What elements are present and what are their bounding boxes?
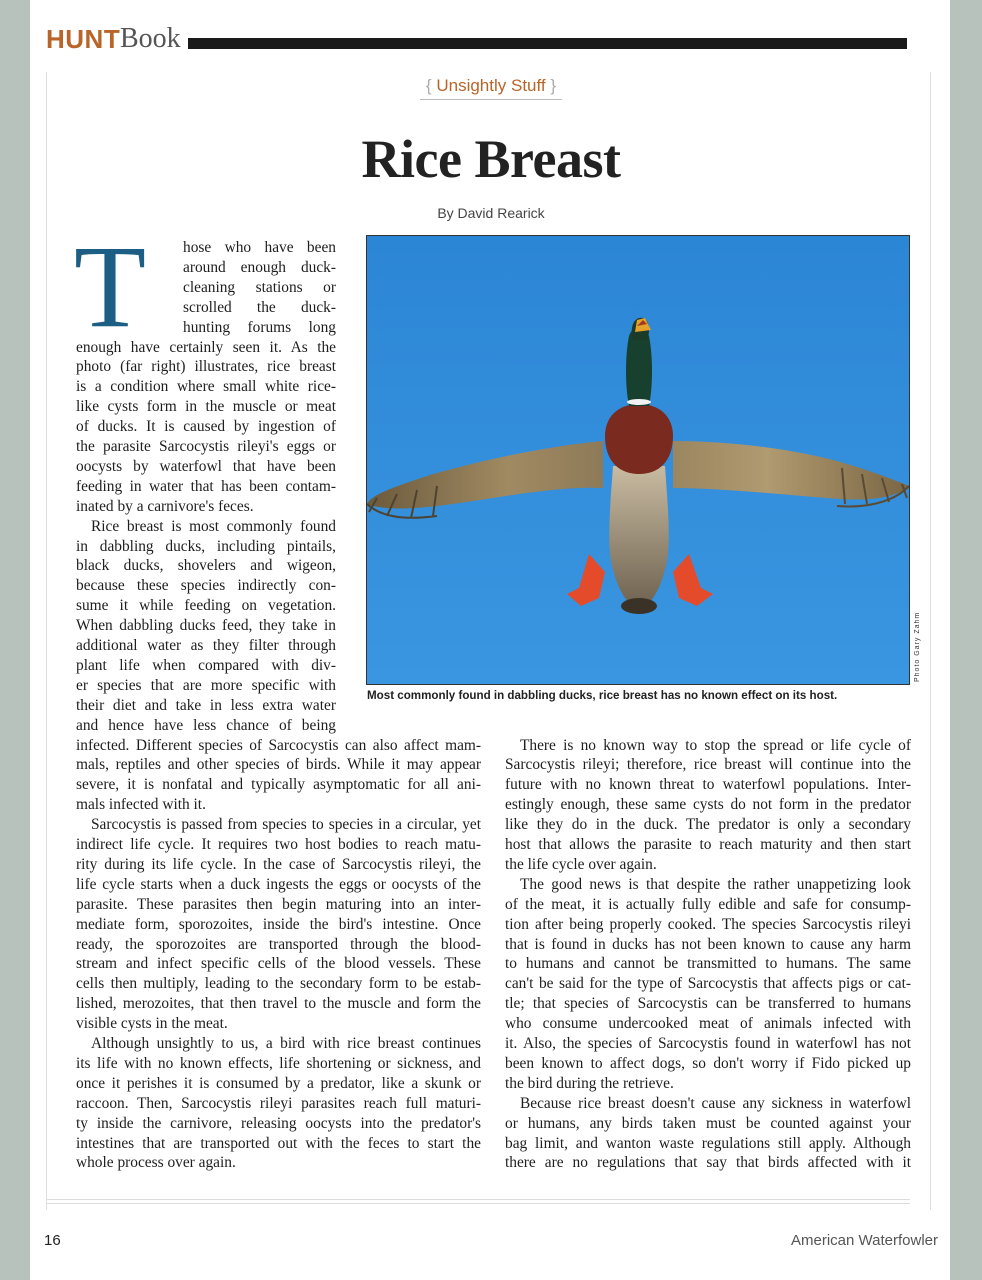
text-line: hunting forums long — [183, 318, 336, 336]
text-line: Although unsightly to us, a bird with rice breast continues — [91, 1035, 481, 1052]
text-line: future with no known threat to waterfowl populations. Inter- — [505, 776, 911, 794]
text-line: who consume undercooked meat of animals infected with — [505, 1015, 911, 1033]
text-line: plant life when compared with div- — [76, 656, 336, 674]
magazine-name: American Waterfowler — [791, 1232, 938, 1249]
text-line: life cycle starts when a duck ingests the eggs or oocysts of the — [76, 875, 481, 893]
page-frame-left — [46, 72, 47, 1210]
category-text: Unsightly Stuff — [436, 76, 546, 95]
article-byline: By David Rearick — [437, 205, 545, 221]
text-line: Rice breast is most commonly found — [91, 517, 336, 535]
duck-chest — [605, 404, 673, 474]
text-line: around enough duck- — [183, 258, 336, 276]
text-line: The good news is that despite the rather unappetizing look — [520, 875, 911, 893]
text-line: Sarcocystis rileyi; therefore, rice breast will continue into the — [505, 756, 911, 774]
text-line: the bird during the retrieve. — [505, 1074, 674, 1092]
text-line: additional water as they filter through — [76, 637, 336, 654]
text-line: of the meat, it is actually fully edible and safe for consump- — [505, 895, 911, 913]
text-line: like they do in the duck. The predator is only a secondary — [505, 816, 911, 834]
text-line: host that allows the parasite to reach maturity and then start — [505, 836, 911, 853]
text-line: or humans, any birds taken must be counted against your — [505, 1114, 911, 1132]
text-line: tle; that species of Sarcocystis can be transferred to humans — [505, 995, 911, 1013]
text-line: stream and infect specific cells of the blood vessels. These — [76, 955, 481, 973]
text-line: er species that are more specific with — [76, 676, 336, 694]
text-line: hose who have been — [183, 239, 336, 256]
text-line: like cysts form in the muscle or meat — [76, 398, 336, 416]
text-line: infected. Different species of Sarcocystis can also affect mam- — [76, 736, 481, 754]
text-line: oocysts by waterfowl that have been — [76, 457, 336, 475]
article-title: Rice Breast — [361, 129, 621, 189]
text-line: whole process over again. — [76, 1154, 236, 1172]
text-line: parasite. These parasites then begin maturing into an inter- — [76, 895, 481, 913]
page-number: 16 — [44, 1232, 61, 1249]
text-line: ready, the sporozoites are transported through the blood- — [76, 935, 481, 953]
text-line: mediate form, sporozoites, inside the bird's intestine. Once — [76, 915, 481, 933]
text-line: been known to affect dogs, so don't worry if Fido picked up — [505, 1054, 911, 1072]
text-line: Sarcocystis is passed from species to species in a circular, yet — [91, 816, 481, 834]
text-line: can't be said for the type of Sarcocystis that affects pigs or cat- — [505, 975, 911, 993]
category-label — [420, 76, 562, 100]
text-line: severe, it is nonfatal and typically asymptomatic for all ani- — [76, 776, 481, 794]
text-line: feeding in water that has been contam- — [76, 477, 336, 495]
page-frame-bottom — [46, 1199, 910, 1204]
photo-caption: Most commonly found in dabbling ducks, rice breast has no known effect on its host. — [367, 689, 838, 702]
section-brand-hunt: HUNT — [46, 24, 121, 54]
text-line: indirect life cycle. It requires two host bodies to reach matu- — [76, 836, 481, 853]
text-line: to humans and cannot be transmitted to humans. The same — [505, 955, 911, 973]
text-line: tion after being properly cooked. The species Sarcocystis rileyi — [505, 915, 911, 933]
text-line: There is no known way to stop the spread or life cycle of — [520, 736, 911, 754]
text-line: When dabbling ducks feed, they take in — [76, 617, 336, 635]
text-line: bag limit, and wanton waste regulations still apply. Although — [505, 1134, 911, 1152]
drop-cap: T — [74, 221, 147, 352]
page-frame-right — [930, 72, 931, 1210]
text-line: it. Also, the species of Sarcocystis found in waterfowl has not — [505, 1035, 911, 1052]
text-line: and hence have less chance of being — [76, 716, 336, 734]
text-line: there are no regulations that say that birds affected with it — [505, 1154, 911, 1172]
text-line: the parasite Sarcocystis rileyi's eggs or — [76, 438, 336, 455]
text-line: raccoon. Then, Sarcocystis rileyi parasites reach full maturi- — [76, 1094, 481, 1112]
text-line: the life cycle over again. — [505, 855, 657, 873]
text-line: because these species indirectly con- — [76, 577, 336, 595]
text-line: inated by a carnivore's feces. — [76, 497, 254, 515]
neck-ring — [627, 399, 651, 405]
text-line: enough have certainly seen it. As the — [76, 338, 336, 356]
text-line: cells then multiply, leading to the secondary form to be estab- — [76, 975, 481, 993]
text-line: their diet and take in less extra water — [76, 696, 336, 714]
text-line: lished, merozoites, that then travel to the muscle and form the — [76, 995, 481, 1013]
text-line: that is found in ducks has not been known to cause any harm — [505, 935, 911, 953]
text-line: sume it while feeding on vegetation. — [76, 597, 336, 615]
text-line: mals, reptiles and other species of birds. While it may appear — [76, 756, 481, 774]
text-line: visible cysts in the meat. — [76, 1015, 228, 1033]
text-line: once it perishes it is consumed by a predator, like a skunk or — [76, 1074, 481, 1092]
text-line: its life with no known effects, life shortening or sickness, and — [76, 1054, 481, 1072]
photo-credit: Photo Gary Zahm — [914, 611, 921, 682]
mallard-illustration — [367, 236, 909, 684]
text-line: black ducks, shovelers and wigeon, — [76, 557, 336, 575]
text-line: of ducks. It is caused by ingestion of — [76, 418, 336, 436]
section-brand-book: Book — [120, 23, 181, 54]
duck-photo — [366, 235, 910, 685]
text-line: scrolled the duck- — [183, 298, 336, 316]
text-line: Because rice breast doesn't cause any sickness in waterfowl — [520, 1094, 911, 1112]
text-line: photo (far right) illustrates, rice breast — [76, 358, 336, 376]
text-line: estingly enough, these same cysts do not form in the predator — [505, 796, 911, 814]
text-line: in dabbling ducks, including pintails, — [76, 537, 336, 555]
category-close-brace: } — [550, 76, 557, 95]
text-line: ty inside the carnivore, releasing oocysts into the predator's — [76, 1114, 481, 1132]
text-line: rity during its life cycle. In the case of Sarcocystis rileyi, the — [76, 855, 481, 873]
text-line: intestines that are transported out with the feces to start the — [76, 1134, 481, 1152]
text-line: cleaning stations or — [183, 278, 336, 296]
text-line: mals infected with it. — [76, 796, 206, 814]
header-rule — [188, 38, 907, 49]
text-line: is a condition where small white rice- — [76, 378, 336, 396]
category-open-brace: { — [425, 76, 432, 95]
